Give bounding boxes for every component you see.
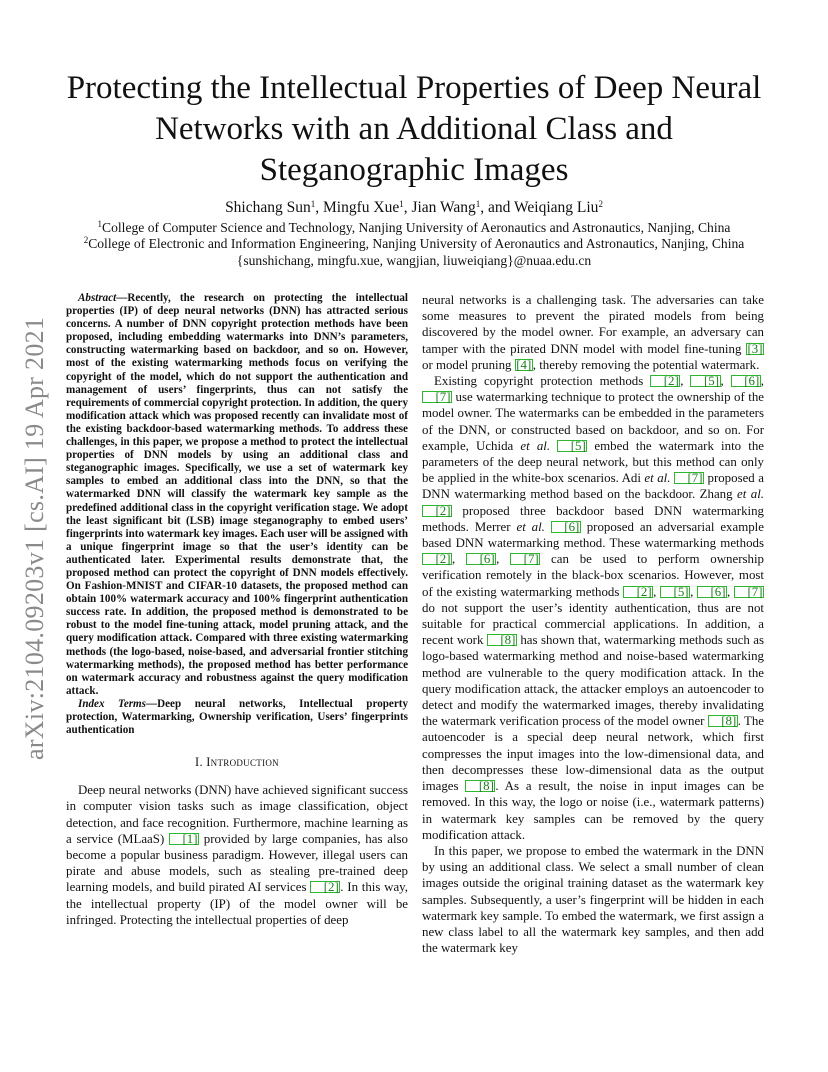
- affiliation-mark: 2: [598, 199, 603, 209]
- text-run: proposed a DNN watermarking method based on the backdoor. Zhang: [422, 471, 764, 502]
- text-run: ,: [496, 552, 511, 567]
- text-run: , thereby removing the potential watermark.: [532, 357, 760, 372]
- text-run: ,: [727, 584, 734, 599]
- text-run: can be used to perform ownership verification remotely in the black-box scenarios. However, most of the existing watermarking methods: [422, 552, 764, 599]
- citation-link[interactable]: [7]: [674, 472, 704, 484]
- text-run: . As a result, the noise in input images can be removed. In this way, the logo or noise (i.e., watermark patterns) in watermark key samples can be removed by the query modification attack.: [422, 779, 764, 842]
- citation-link[interactable]: [4]: [516, 357, 532, 372]
- intro-paragraph-3: In this paper, we propose to embed the watermark in the DNN by using an additional class. We select a small number of clean images outside the original training dataset as the watermark key samples. Subsequently, a user’s fingerprint will be hidden in each watermark key sample. To embed the watermark, we first assign a new class label to all the watermark key samples, and then add the watermark key: [422, 843, 764, 956]
- text-run: ,: [680, 374, 691, 389]
- index-terms-text: —Deep neural networks, Intellectual property protection, Watermarking, Ownership verification, Users’ fingerprints authentication: [66, 697, 409, 737]
- affiliation-text: College of Electronic and Information Engineering, Nanjing University of Aeronautics and Astronautics, Nanjing, China: [88, 236, 745, 251]
- citation-link[interactable]: [2]: [422, 505, 452, 517]
- citation-link[interactable]: [2]: [422, 553, 452, 565]
- abstract-text: —Recently, the research on protecting the intellectual properties (IP) of deep neural networks (DNN) has attracted serious concerns. A number of DNN copyright protection methods have been proposed, including embedding watermarks into DNN’s parameters, constructing watermarking based on backdoor, and so on. However, most of the existing watermarking methods focus on verifying the copyright of the model, which do not support the authentication and management of users’ fingerprints, thus can not satisfy the requirements of commercial copyright protection. In addition, the query modification attack which was proposed recently can invalidate most of the existing backdoor-based watermarking methods. To address these challenges, in this paper, we propose a method to protect the intellectual properties of DNN models by using an additional class and steganographic images. Specifically, we use a set of watermark key samples to embed an additional class into the DNN, so that the watermarked DNN will classify the watermark key sample as the predefined additional class in the copyright verification stage. We adopt the least significant bit (LSB) image steganography to embed users’ fingerprints into watermark key images. Each user will be assigned with a unique fingerprint image so that the user’s identity can be authenticated later. Experimental results demonstrate that, the proposed method can protect the copyright of DNN models effectively. On Fashion-MNIST and CIFAR-10 datasets, the proposed method can obtain 100% watermark accuracy and 100% fingerprint authentication success rate. In addition, the proposed method is demonstrated to be robust to the model fine-tuning attack, model pruning attack, and the query modification attack. Compared with three existing watermarking methods (the logo-based, noise-based, and adversarial frontier stitching watermarking methods), the proposed method has better performance on watermark accuracy and robustness against the query modification attack.: [66, 292, 408, 697]
- affiliation-2: [40, 235, 788, 253]
- text-run: et al.: [737, 487, 764, 502]
- citation-link[interactable]: [1]: [169, 833, 199, 845]
- text-run: proposed an adversarial example based DNN watermarking method. These watermarking methods: [422, 519, 764, 551]
- author-list: Shichang Sun$^1$, Mingfu Xue$^1$, Jian Wang$^1$, and Weiqiang Liu$^2$: [225, 199, 603, 216]
- abstract: [66, 292, 408, 698]
- text-run: or model pruning: [422, 357, 515, 372]
- affiliation-mark: 2: [83, 235, 89, 245]
- text-run: proposed three backdoor based DNN watermarking methods. Merrer: [422, 503, 764, 534]
- author-emails: {sunshichang, mingfu.xue, wangjian, liuweiqiang}@nuaa.edu.cn: [236, 253, 592, 268]
- section-number: I.: [195, 755, 203, 770]
- citation-link[interactable]: [8]: [465, 780, 495, 792]
- author-name: Shichang Sun: [225, 199, 311, 216]
- citation-link[interactable]: [6]: [697, 586, 727, 598]
- citation-link[interactable]: [2]: [310, 881, 340, 893]
- intro-paragraph-2: [422, 373, 764, 843]
- citation-link[interactable]: [5]: [660, 586, 690, 598]
- text-run: ,: [653, 584, 661, 599]
- section-heading: [66, 755, 408, 770]
- text-run: do not support the user’s identity authentication, thus are not suitable for practical commercial applications. In addition, a recent work: [422, 600, 764, 648]
- text-run: use watermarking technique to protect the ownership of the model owner. The watermarks can be embedded in the parameters of the DNN, or constructed based on backdoor, and so on. For example, Uchida: [422, 390, 764, 453]
- section-title: Introduction: [206, 755, 279, 770]
- text-run: ,: [760, 374, 764, 389]
- text-run: ,: [720, 374, 731, 389]
- affiliation-mark: 1: [310, 199, 316, 209]
- citation-link[interactable]: [6]: [466, 553, 496, 565]
- left-column: [66, 292, 408, 928]
- text-run: ,: [690, 584, 698, 599]
- index-terms-label: Index Terms: [78, 697, 147, 710]
- citation-link[interactable]: [7]: [510, 553, 540, 565]
- right-column: [422, 292, 764, 956]
- author-name: and Weiqiang Liu: [488, 199, 599, 216]
- citation-link[interactable]: [2]: [650, 375, 680, 387]
- citation-link[interactable]: [5]: [690, 375, 720, 387]
- text-run: ,: [452, 552, 467, 567]
- intro-paragraph-1: [66, 782, 408, 928]
- author-name: Jian Wang: [411, 199, 476, 216]
- citation-link[interactable]: [7]: [422, 391, 452, 403]
- author-name: Mingfu Xue: [323, 199, 400, 216]
- text-run: Existing copyright protection methods: [434, 374, 651, 389]
- text-run: . In this way, the intellectual property (IP) of the model owner will be infringed. Protecting the intellectual properties of deep: [66, 880, 408, 927]
- citation-link[interactable]: [8]: [708, 715, 738, 727]
- index-terms: [66, 698, 408, 737]
- text-run: [550, 439, 557, 453]
- citation-link[interactable]: [3]: [747, 341, 763, 356]
- abstract-label: Abstract: [78, 292, 117, 304]
- text-run: et al.: [516, 519, 545, 534]
- text-run: embed the watermark into the parameters of the deep neural network, but this method can only be applied in the white-box scenarios. Adi: [422, 438, 764, 486]
- citation-link[interactable]: [6]: [731, 375, 761, 387]
- citation-link[interactable]: [2]: [623, 586, 653, 598]
- text-run: Deep neural networks (DNN) have achieved significant success in computer vision tasks such as image classification, object detection, and face recognition. Furthermore, machine learning as a service (MLaaS): [66, 783, 408, 846]
- citation-link[interactable]: [6]: [551, 521, 581, 533]
- affiliation-mark: 1: [399, 199, 404, 209]
- affiliation-text: College of Computer Science and Technology, Nanjing University of Aeronautics and Astronautics, Nanjing, China: [102, 220, 731, 235]
- text-run: neural networks is a challenging task. The adversaries can take some measures to prevent the pirated models from being discovered by the model owner. For example, an adversary can tamper with the pirated DNN model with model fine-tuning: [422, 293, 764, 356]
- paper-title: Protecting the Intellectual Properties of Deep Neural Networks with an Additional Class and Steganographic Images: [66, 70, 762, 188]
- citation-link[interactable]: [7]: [734, 586, 764, 598]
- text-run: provided by large companies, has also become a popular business paradigm. However, illegal users can pirate and abuse models, such as stealing pre-trained deep learning models, and build pirated AI services: [66, 831, 408, 895]
- affiliation-mark: 1: [97, 219, 103, 229]
- citation-link[interactable]: [8]: [487, 634, 517, 646]
- text-run: . The autoencoder is a special deep neural network, which first compresses the input images into the low-dimensional data, and then decompresses these low-dimensional data as the output images: [422, 714, 764, 794]
- text-run: has shown that, watermarking methods such as logo-based watermarking method and noise-based watermarking method are vulnerable to the query modification attack. In the query modification attack, the attacker employs an autoencoder to detect and modify the watermarked images, thereby invalidating the watermark verification process of the model owner: [422, 633, 764, 729]
- affiliation-mark: 1: [475, 199, 481, 209]
- text-run: et al.: [520, 438, 551, 453]
- arxiv-stamp: arXiv:2104.09203v1 [cs.AI] 19 Apr 2021: [20, 316, 49, 760]
- text-run: et al.: [644, 471, 671, 486]
- citation-link[interactable]: [5]: [557, 440, 587, 452]
- intro-paragraph-1-continued: [422, 292, 764, 373]
